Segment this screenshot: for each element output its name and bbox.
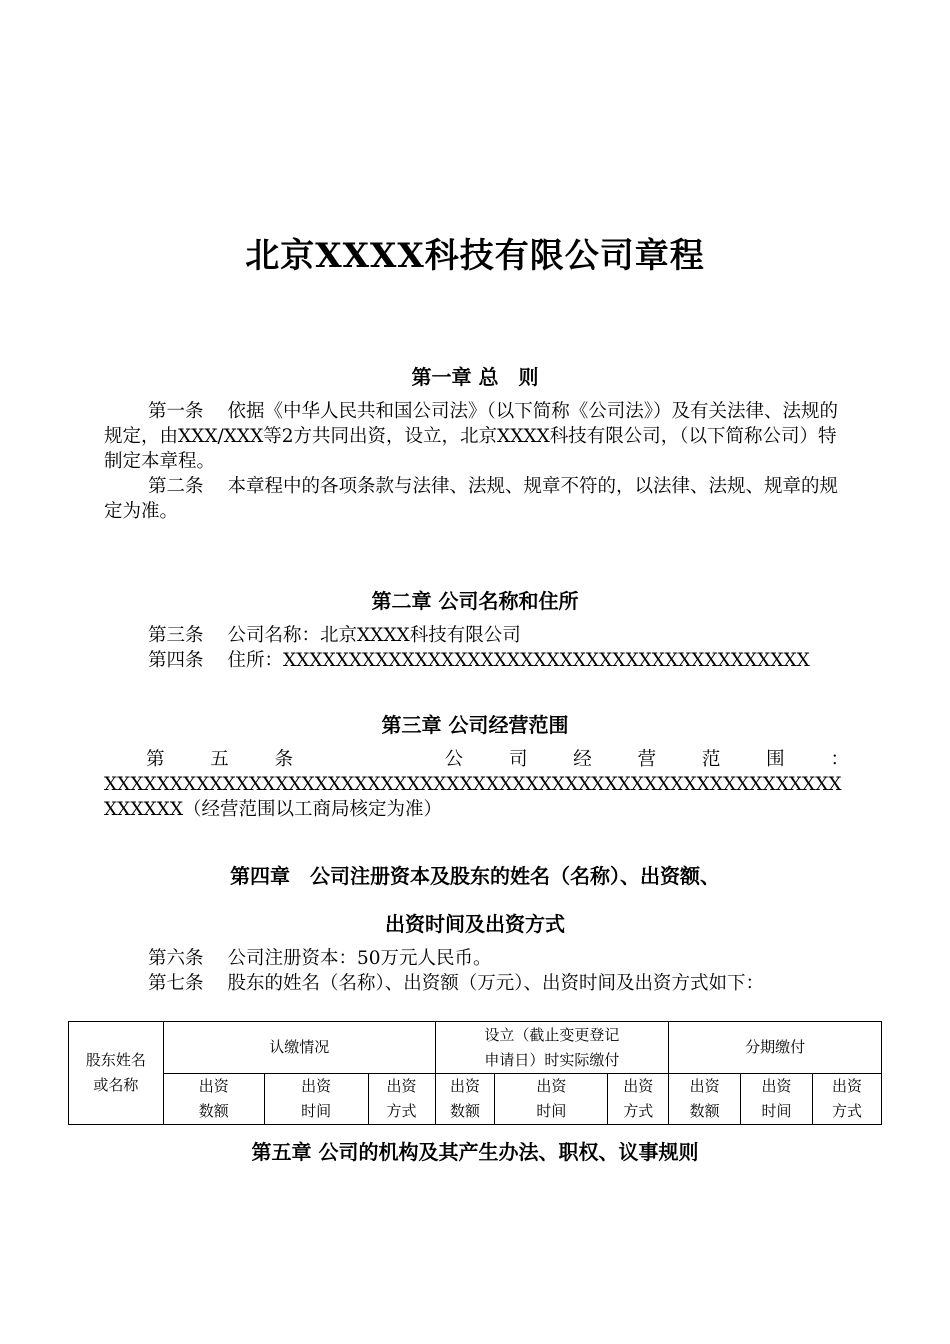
article-5-char: 公 bbox=[444, 749, 464, 770]
article-1-text: 依据《中华人民共和国公司法》（以下简称《公司法》）及有关法律、法规的规定，由XXX/XXX等2方共同出资，设立，北京XXXX科技有限公司，（以下简称公司）特制定本章程。 bbox=[104, 401, 839, 472]
installment-time-header bbox=[741, 1074, 813, 1125]
article-3-text: 公司名称：北京XXXX科技有限公司 bbox=[227, 625, 521, 646]
article-5-char: 第 bbox=[146, 749, 165, 770]
header-text: 出资 bbox=[536, 1077, 567, 1095]
header-text: 申请日）时实际缴付 bbox=[484, 1050, 620, 1069]
article-4 bbox=[104, 648, 849, 673]
actual-amount-header bbox=[435, 1074, 495, 1125]
actual-method-header bbox=[608, 1074, 669, 1125]
actual-time-header bbox=[495, 1074, 608, 1125]
article-2 bbox=[104, 474, 849, 524]
chapter-4-heading-line-2: 出资时间及出资方式 bbox=[385, 912, 565, 936]
installment-group-header: 分期缴付 bbox=[669, 1022, 882, 1074]
article-4-text: 住所：XXXXXXXXXXXXXXXXXXXXXXXXXXXXXXXXXXXXXXXX bbox=[227, 650, 810, 671]
header-text: 设立（截止变更登记 bbox=[484, 1025, 620, 1044]
chapter-1-heading: 第一章 总 则 bbox=[411, 365, 539, 389]
actual-paid-group-header bbox=[435, 1022, 669, 1074]
chapter-2-heading: 第二章 公司名称和住所 bbox=[371, 589, 579, 613]
article-5-char: ： bbox=[830, 749, 849, 770]
article-4-label: 第四条 bbox=[148, 650, 204, 671]
header-text: 或名称 bbox=[93, 1076, 139, 1094]
article-1-label: 第一条 bbox=[148, 401, 204, 422]
article-5-char: 经 bbox=[573, 749, 592, 770]
article-5-text: XXXXXXXXXXXXXXXXXXXXXXXXXXXXXXXXXXXXXXXXXXXXXXXXXXXXXXXXXXXXXX（经营范围以工商局核定为准） bbox=[104, 774, 842, 820]
article-7-label: 第七条 bbox=[148, 973, 204, 994]
article-5-char: 五 bbox=[210, 749, 229, 770]
header-text: 出资 bbox=[386, 1077, 417, 1095]
header-text: 数额 bbox=[198, 1102, 229, 1120]
article-6 bbox=[104, 946, 849, 971]
header-text: 时间 bbox=[301, 1102, 332, 1120]
subscribed-method-header bbox=[368, 1074, 435, 1125]
chapter-5-heading: 第五章 公司的机构及其产生办法、职权、议事规则 bbox=[251, 1140, 699, 1164]
article-3-label: 第三条 bbox=[148, 625, 204, 646]
chapter-4-heading-line-1: 第四章 公司注册资本及股东的姓名（名称）、出资额、 bbox=[230, 864, 720, 888]
header-text: 数额 bbox=[689, 1102, 720, 1120]
header-text: 出资 bbox=[449, 1077, 480, 1095]
article-1 bbox=[104, 399, 849, 474]
article-5-char: 条 bbox=[274, 749, 294, 770]
chapter-3-heading: 第三章 公司经营范围 bbox=[381, 713, 569, 737]
article-7 bbox=[104, 971, 849, 996]
capital-contribution-table bbox=[68, 1021, 882, 1125]
header-text: 出资 bbox=[301, 1077, 332, 1095]
header-text: 方式 bbox=[623, 1102, 654, 1120]
article-5-char: 营 bbox=[637, 749, 657, 770]
header-text: 股东姓名 bbox=[85, 1051, 146, 1069]
article-2-label: 第二条 bbox=[148, 476, 204, 497]
article-5-gap bbox=[339, 747, 399, 772]
header-text: 出资 bbox=[623, 1077, 654, 1095]
header-text: 出资 bbox=[761, 1077, 792, 1095]
subscribed-time-header bbox=[264, 1074, 368, 1125]
header-text: 数额 bbox=[449, 1102, 480, 1120]
article-6-text: 公司注册资本：50万元人民币。 bbox=[227, 948, 492, 969]
subscribed-group-header: 认缴情况 bbox=[163, 1022, 435, 1074]
shareholder-name-header bbox=[69, 1022, 164, 1125]
article-2-text: 本章程中的各项条款与法律、法规、规章不符的，以法律、法规、规章的规定为准。 bbox=[104, 476, 839, 522]
subscribed-amount-header bbox=[163, 1074, 264, 1125]
header-text: 方式 bbox=[832, 1102, 863, 1120]
article-5-char: 范 bbox=[701, 749, 721, 770]
header-text: 出资 bbox=[198, 1077, 229, 1095]
header-text: 时间 bbox=[761, 1102, 792, 1120]
installment-method-header bbox=[813, 1074, 882, 1125]
article-7-text: 股东的姓名（名称）、出资额（万元）、出资时间及出资方式如下： bbox=[227, 973, 765, 994]
document-title: 北京XXXX科技有限公司章程 bbox=[245, 236, 705, 276]
installment-amount-header bbox=[669, 1074, 741, 1125]
article-6-label: 第六条 bbox=[148, 948, 204, 969]
article-5-char: 司 bbox=[508, 749, 528, 770]
header-text: 出资 bbox=[689, 1077, 720, 1095]
article-3 bbox=[104, 623, 849, 648]
header-text: 方式 bbox=[386, 1102, 417, 1120]
article-5-char: 围 bbox=[766, 749, 785, 770]
article-5-label-line bbox=[146, 747, 849, 772]
header-text: 时间 bbox=[536, 1102, 567, 1120]
header-text: 出资 bbox=[832, 1077, 863, 1095]
